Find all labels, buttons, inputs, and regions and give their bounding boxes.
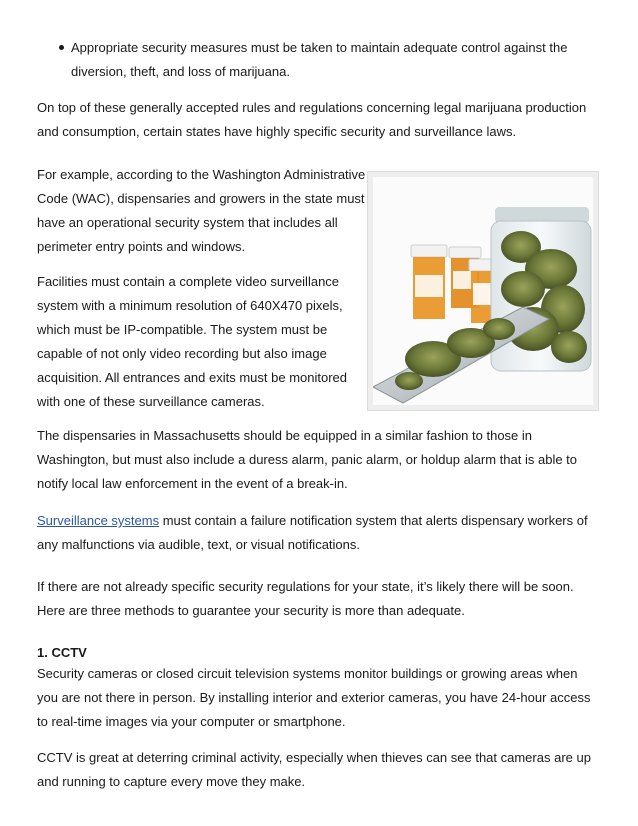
paragraph-cctv-2: CCTV is great at deterring criminal activity, especially when thieves can see that cameras are up and running to capture every move they make.	[37, 750, 591, 789]
cannabis-jars-photo	[367, 171, 599, 411]
paragraph-video: Facilities must contain a complete video surveillance system with a minimum resolution of 640X470 pixels, which must be IP-compatible. The system must be capable of not only video recording but also image acquisition. All entrances and exits must be monitored with one of these surveillance cameras.	[37, 274, 348, 409]
paragraph-wac: For example, according to the Washington Administrative Code (WAC), dispensaries and growers in the state must have an operational security system that includes all perimeter entry points and windows.	[37, 167, 366, 254]
surveillance-systems-link[interactable]: Surveillance systems	[37, 513, 160, 528]
paragraph-methods: If there are not already specific security regulations for your state, it’s likely there will be soon. Here are three methods to guarantee your security is more than adequate.	[37, 579, 574, 618]
surveillance-text: must contain a failure notification system that alerts dispensary workers of any malfunctions via audible, text, or visual notifications.	[37, 513, 588, 552]
pill-bottle-left	[411, 245, 447, 319]
paragraph-cctv-1: Security cameras or closed circuit television systems monitor buildings or growing areas when you are not there in person. By installing interior and exterior cameras, you have 24-hour access to real-time images via your computer or smartphone.	[37, 666, 591, 729]
bullet-text: Appropriate security measures must be taken to maintain adequate control against the diversion, theft, and loss of marijuana.	[71, 40, 568, 79]
paragraph-rules: On top of these generally accepted rules and regulations concerning legal marijuana production and consumption, certain states have highly specific security and surveillance laws.	[37, 100, 587, 139]
paragraph-massachusetts: The dispensaries in Massachusetts should be equipped in a similar fashion to those in Washington, but must also include a duress alarm, panic alarm, or holdup alarm that is able to notify local law enforcement in the event of a break-in.	[37, 428, 578, 491]
photo-illustration	[373, 177, 593, 405]
bullet-item	[47, 36, 587, 84]
bullet-dot-icon	[59, 45, 64, 50]
glass-jar	[491, 207, 591, 371]
paragraph-surveillance	[37, 509, 602, 557]
heading-cctv: 1. CCTV	[37, 645, 87, 660]
